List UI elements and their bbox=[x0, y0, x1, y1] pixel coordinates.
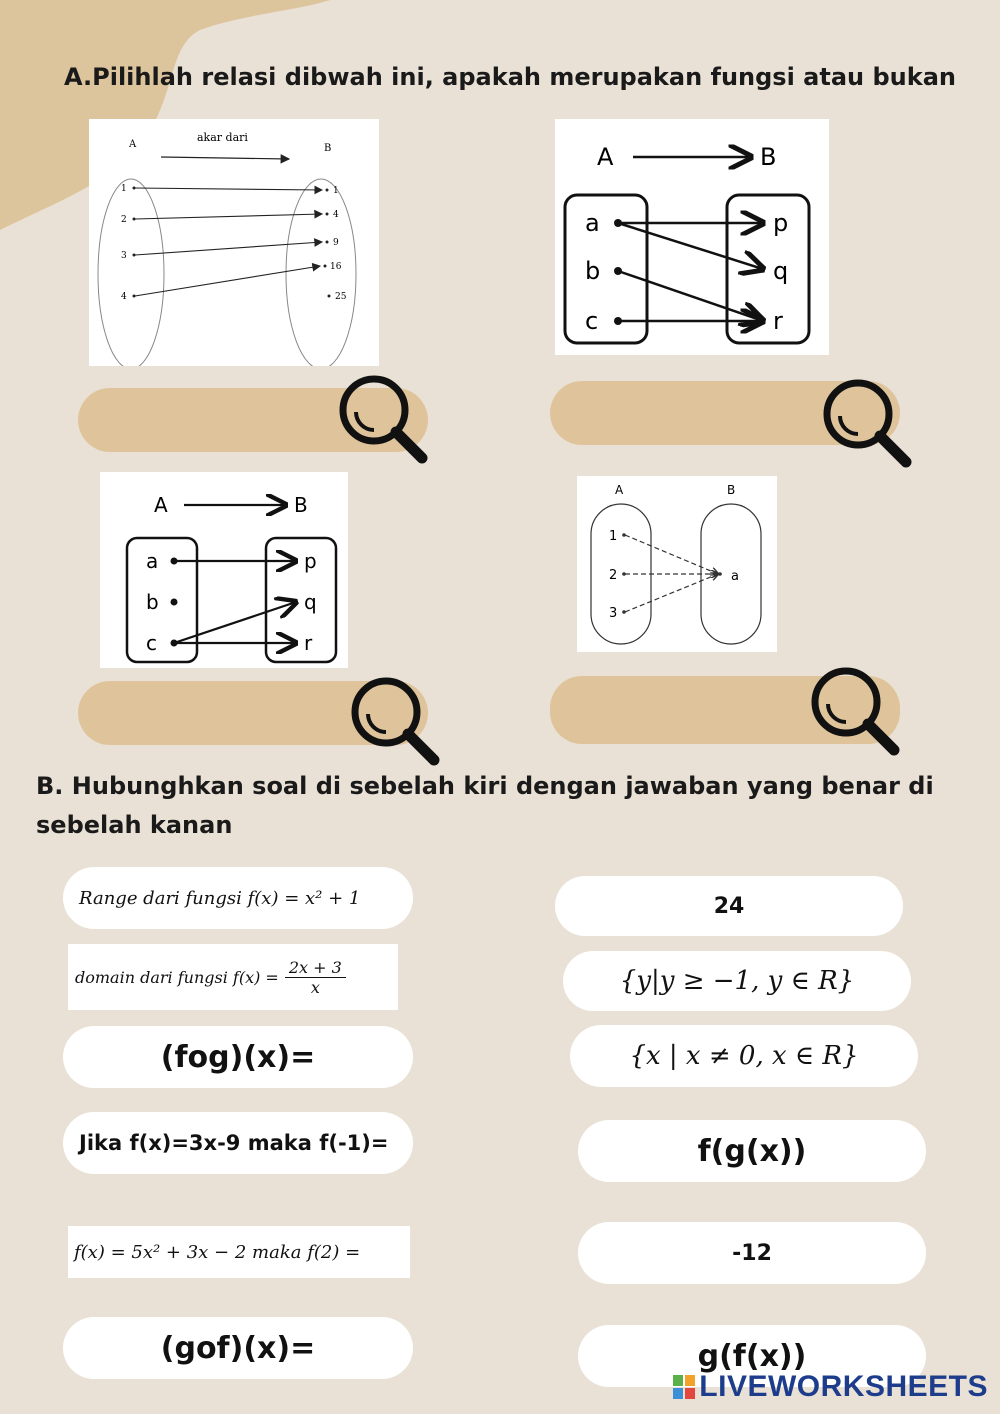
fraction bbox=[285, 958, 346, 997]
answer-range-set[interactable] bbox=[563, 951, 911, 1011]
magnifier-icon bbox=[334, 372, 434, 468]
b-item: 1 bbox=[333, 186, 339, 196]
question-domain[interactable] bbox=[68, 944, 398, 1010]
b-item: p bbox=[304, 549, 317, 573]
question-text: f(x) = 5x² + 3x − 2 maka f(2) = bbox=[74, 1241, 361, 1263]
set-b-label: B bbox=[760, 143, 777, 171]
set-a-label: A bbox=[129, 139, 137, 150]
a-item: 1 bbox=[121, 184, 127, 194]
fraction-denominator: x bbox=[310, 977, 320, 997]
set-a-label: A bbox=[154, 493, 168, 517]
question-fog[interactable] bbox=[63, 1026, 413, 1088]
relation-diagram-4 bbox=[577, 476, 777, 652]
relation-diagram-1 bbox=[89, 119, 379, 366]
answer-text: {y|y ≥ −1, y ∈ R} bbox=[619, 966, 855, 996]
fraction-numerator: 2x + 3 bbox=[285, 958, 346, 978]
question-f2[interactable] bbox=[68, 1226, 410, 1278]
b-item: 4 bbox=[333, 210, 339, 220]
question-f-minus1[interactable] bbox=[63, 1112, 413, 1174]
relation-label: akar dari bbox=[197, 131, 248, 144]
set-a-label: A bbox=[615, 483, 624, 497]
logo-icon bbox=[673, 1375, 695, 1399]
answer-domain-set[interactable] bbox=[570, 1025, 918, 1087]
answer-text: {x | x ≠ 0, x ∈ R} bbox=[629, 1041, 859, 1071]
magnifier-icon bbox=[346, 674, 446, 770]
relation-diagram-3 bbox=[100, 472, 348, 668]
relation-diagram-2 bbox=[555, 119, 829, 355]
set-b-label: B bbox=[294, 493, 308, 517]
a-item: a bbox=[585, 209, 600, 237]
b-item: 16 bbox=[330, 262, 342, 272]
b-item: r bbox=[304, 631, 313, 655]
b-item: q bbox=[773, 257, 789, 285]
section-b-title-line2: sebelah kanan bbox=[36, 811, 233, 839]
a-item: 1 bbox=[609, 529, 618, 544]
answer-text: f(g(x)) bbox=[697, 1133, 807, 1169]
question-text: Jika f(x)=3x-9 maka f(-1)= bbox=[79, 1131, 389, 1155]
b-item: r bbox=[773, 307, 783, 335]
b-item: 9 bbox=[333, 238, 339, 248]
question-range[interactable] bbox=[63, 867, 413, 929]
answer-text: 24 bbox=[713, 893, 745, 919]
b-item: 25 bbox=[335, 292, 347, 302]
question-text: Range dari fungsi f(x) = x² + 1 bbox=[79, 887, 361, 909]
liveworksheets-logo bbox=[673, 1370, 988, 1404]
b-item: q bbox=[304, 590, 317, 614]
answer-24[interactable] bbox=[555, 876, 903, 936]
b-item: a bbox=[731, 569, 739, 584]
a-item: 4 bbox=[121, 292, 127, 302]
answer-f-of-g[interactable] bbox=[578, 1120, 926, 1182]
b-item: p bbox=[773, 209, 789, 237]
magnifier-icon bbox=[818, 376, 918, 472]
a-item: b bbox=[146, 590, 159, 614]
answer-minus12[interactable] bbox=[578, 1222, 926, 1284]
a-item: c bbox=[585, 307, 599, 335]
answer-text: -12 bbox=[732, 1240, 772, 1266]
answer-text: g(f(x)) bbox=[697, 1338, 807, 1374]
a-item: c bbox=[146, 631, 157, 655]
question-gof[interactable] bbox=[63, 1317, 413, 1379]
section-a-title: A.Pilihlah relasi dibwah ini, apakah merupakan fungsi atau bukan bbox=[64, 63, 956, 91]
a-item: 3 bbox=[121, 251, 127, 261]
section-b-title-line1: B. Hubunghkan soal di sebelah kiri dengan jawaban yang benar di bbox=[36, 772, 934, 800]
a-item: 2 bbox=[609, 568, 618, 583]
question-text: (fog)(x)= bbox=[160, 1039, 316, 1075]
magnifier-icon bbox=[806, 664, 906, 760]
set-b-label: B bbox=[727, 483, 736, 497]
question-text: (gof)(x)= bbox=[160, 1330, 316, 1366]
a-item: 2 bbox=[121, 215, 127, 225]
set-a-label: A bbox=[597, 143, 614, 171]
brand-name: LIVEWORKSHEETS bbox=[699, 1370, 988, 1403]
a-item: a bbox=[146, 549, 159, 573]
a-item: 3 bbox=[609, 606, 618, 621]
question-text: domain dari fungsi f(x) = bbox=[75, 967, 279, 987]
a-item: b bbox=[585, 257, 601, 285]
set-b-label: B bbox=[324, 143, 332, 154]
